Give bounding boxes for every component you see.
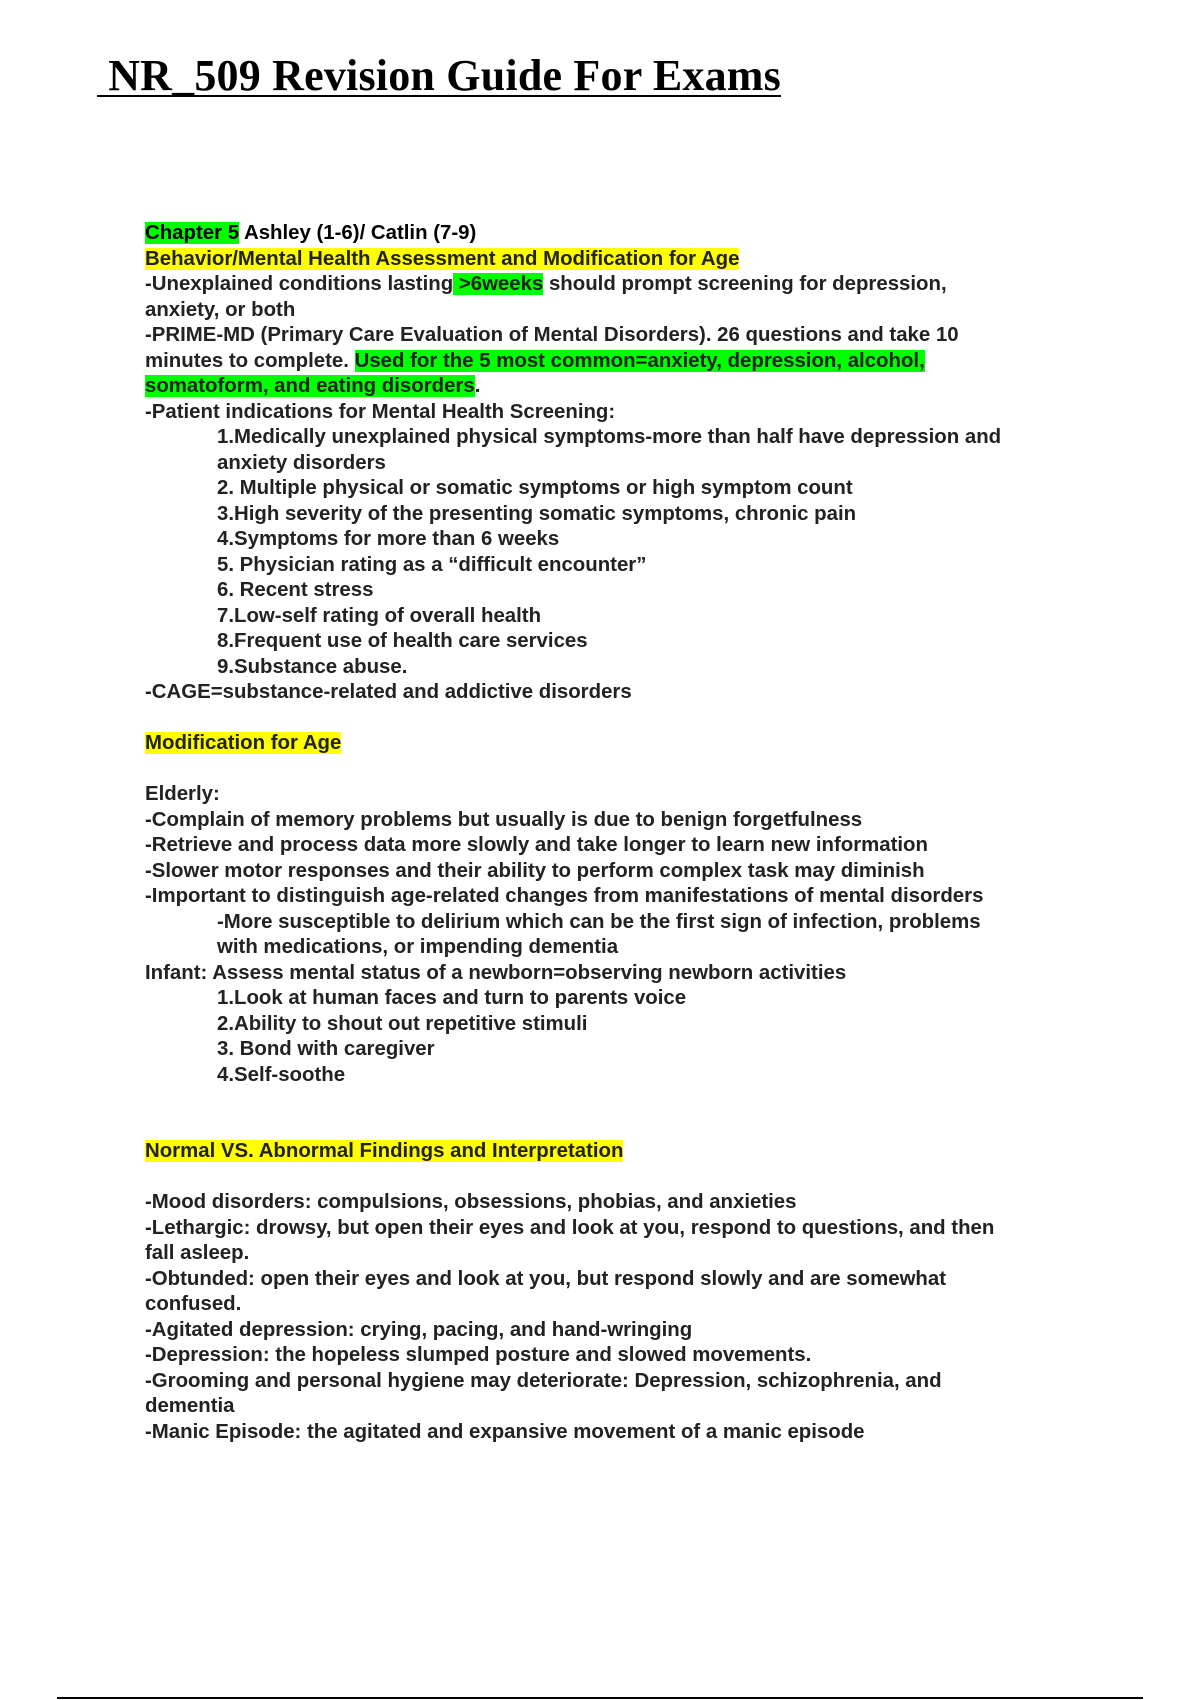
- spacer: [145, 1088, 1145, 1139]
- elderly-subitem: -More susceptible to delirium which can be the first sign of infection, problems: [217, 910, 981, 933]
- finding-item: -Agitated depression: crying, pacing, and hand-wringing: [145, 1318, 693, 1341]
- elderly-item: -Important to distinguish age-related changes from manifestations of mental disorders: [145, 885, 984, 907]
- section-heading-modification: Modification for Age: [145, 732, 342, 754]
- spacer: [145, 757, 1145, 783]
- finding-item: -Lethargic: drowsy, but open their eyes and look at you, respond to questions, and then: [145, 1216, 995, 1239]
- indication-item: 3.High severity of the presenting somatic symptoms, chronic pain: [217, 502, 857, 525]
- infant-item: 3. Bond with caregiver: [217, 1038, 435, 1060]
- elderly-item: -Complain of memory problems but usually is due to benign forgetfulness: [145, 808, 863, 831]
- prime-md-line-2: minutes to complete. Used for the 5 most common=anxiety, depression, alcohol,: [145, 349, 925, 372]
- elderly-item: -Retrieve and process data more slowly and take longer to learn new information: [145, 834, 928, 856]
- document-body: [145, 221, 1145, 1445]
- chapter-authors: Ashley (1-6)/ Catlin (7-9): [243, 222, 477, 244]
- unexplained-conditions-cont: anxiety, or both: [145, 298, 296, 321]
- indications-label: -Patient indications for Mental Health Screening:: [145, 400, 616, 423]
- indication-item: 7.Low-self rating of overall health: [217, 604, 542, 627]
- infant-item: 2.Ability to shout out repetitive stimuli: [217, 1012, 588, 1035]
- prime-md-highlight: Used for the 5 most common=anxiety, depression, alcohol,: [354, 349, 925, 372]
- indication-item: 2. Multiple physical or somatic symptoms or high symptom count: [217, 477, 853, 499]
- section-heading-behavior: Behavior/Mental Health Assessment and Modification for Age: [145, 247, 740, 270]
- infant-label: Infant: Assess mental status of a newborn=observing newborn activities: [145, 961, 847, 984]
- unexplained-conditions-line: -Unexplained conditions lasting >6weeks should prompt screening for depression,: [145, 273, 947, 295]
- elderly-label: Elderly:: [145, 783, 220, 805]
- six-weeks-highlight: >6weeks: [453, 273, 544, 295]
- indication-item: 8.Frequent use of health care services: [217, 630, 588, 652]
- finding-item: confused.: [145, 1293, 242, 1315]
- indication-item: 9.Substance abuse.: [217, 655, 408, 678]
- indication-item: 4.Symptoms for more than 6 weeks: [217, 528, 560, 550]
- infant-item: 4.Self-soothe: [217, 1063, 346, 1086]
- finding-item: -Depression: the hopeless slumped posture and slowed movements.: [145, 1344, 812, 1366]
- prime-md-line-3: somatoform, and eating disorders.: [145, 375, 481, 397]
- chapter-line: [145, 221, 1145, 247]
- infant-item: 1.Look at human faces and turn to parents voice: [217, 987, 687, 1009]
- finding-item: -Manic Episode: the agitated and expansive movement of a manic episode: [145, 1420, 865, 1443]
- cage-line: -CAGE=substance-related and addictive disorders: [145, 681, 632, 703]
- indication-item: 1.Medically unexplained physical symptoms-more than half have depression and: [217, 426, 1002, 448]
- finding-item: fall asleep.: [145, 1242, 250, 1264]
- indication-item: anxiety disorders: [217, 451, 386, 474]
- indication-item: 6. Recent stress: [217, 579, 374, 601]
- elderly-subitem: with medications, or impending dementia: [217, 936, 619, 958]
- finding-item: dementia: [145, 1395, 235, 1417]
- finding-item: -Mood disorders: compulsions, obsessions, phobias, and anxieties: [145, 1191, 797, 1213]
- footer-rule: [57, 1697, 1143, 1699]
- prime-md-highlight-cont: somatoform, and eating disorders: [145, 375, 475, 397]
- section-heading-findings: Normal VS. Abnormal Findings and Interpretation: [145, 1140, 624, 1162]
- elderly-item: -Slower motor responses and their ability to perform complex task may diminish: [145, 859, 925, 882]
- finding-item: -Grooming and personal hygiene may deteriorate: Depression, schizophrenia, and: [145, 1369, 942, 1392]
- indication-item: 5. Physician rating as a “difficult encounter”: [217, 553, 647, 576]
- chapter-label: Chapter 5: [145, 222, 240, 244]
- prime-md-line-1: -PRIME-MD (Primary Care Evaluation of Mental Disorders). 26 questions and take 10: [145, 324, 959, 346]
- document-title: NR_509 Revision Guide For Exams: [97, 51, 781, 100]
- finding-item: -Obtunded: open their eyes and look at you, but respond slowly and are somewhat: [145, 1267, 947, 1290]
- spacer: [145, 1165, 1145, 1191]
- spacer: [145, 706, 1145, 732]
